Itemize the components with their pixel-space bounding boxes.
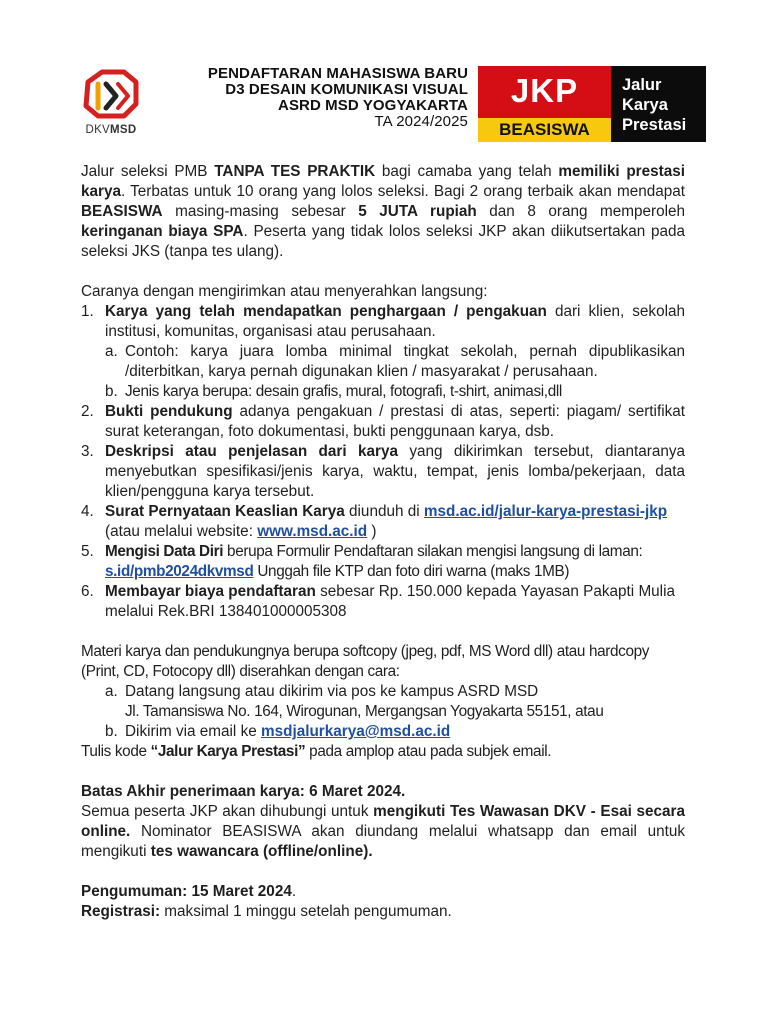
list-item-1: 1. Karya yang telah mendapatkan penghargaan / pengakuan dari klien, sekolah institusi, komunitas, organisasi atau perusahaan. xyxy=(81,303,685,340)
deadline-paragraph: Semua peserta JKP akan dihubungi untuk mengikuti Tes Wawasan DKV - Esai secara online. Nominator BEASISWA akan diundang melalui whatsapp dan email untuk mengikuti tes wawancara (offline/online). xyxy=(81,803,685,860)
registration-line: Registrasi: maksimal 1 minggu setelah pengumuman. xyxy=(81,903,452,920)
sub-item-1a: a. Contoh: karya juara lomba minimal tingkat sekolah, pernah dipublikasikan /diterbitkan, karya pernah digunakan klien / masyarakat / perusahaan. xyxy=(105,343,685,380)
dkv-msd-logo xyxy=(78,68,144,148)
website-link[interactable]: www.msd.ac.id xyxy=(257,523,368,540)
header xyxy=(0,0,768,150)
document-body xyxy=(81,162,685,922)
list-item-4: 4. Surat Pernyataan Keaslian Karya diunduh di msd.ac.id/jalur-karya-prestasi-jkp (atau melalui website: www.msd.ac.id ) xyxy=(81,503,668,540)
badge-jalur-karya-prestasi: Jalur Karya Prestasi xyxy=(622,76,687,134)
sub-item-1b: b. Jenis karya berupa: desain grafis, mural, fotografi, t-shirt, animasi,dll xyxy=(105,383,562,400)
list-item-5: 5. Mengisi Data Diri berupa Formulir Pendaftaran silakan mengisi langsung di laman: s.id/pmb2024dkvmsd Unggah file KTP dan foto diri warna (maks 1MB) xyxy=(81,543,643,580)
jkp-badge xyxy=(478,66,706,142)
list-item-3: 3. Deskripsi atau penjelasan dari karya yang dikirimkan tersebut, diantaranya menyebutkan spesifikasi/jenis karya, waktu, tempat, jenis lomba/pekerjaan, data klien/pengguna karya tersebut. xyxy=(81,443,685,500)
jkp-form-link[interactable]: msd.ac.id/jalur-karya-prestasi-jkp xyxy=(423,503,668,520)
deadline-heading: Batas Akhir penerimaan karya: 6 Maret 2024. xyxy=(81,783,406,800)
badge-beasiswa: BEASISWA xyxy=(499,120,590,139)
list-item-6: 6. Membayar biaya pendaftaran sebesar Rp. 150.000 kepada Yayasan Pakapti Mulia melalui Rek.BRI 138401000005308 xyxy=(81,583,675,620)
submission-item-b: b. Dikirim via email ke msdjalurkarya@msd.ac.id xyxy=(105,723,451,740)
title-line-1: PENDAFTARAN MAHASISWA BARU xyxy=(207,65,468,82)
registration-form-link[interactable]: s.id/pmb2024dkvmsd xyxy=(105,563,254,580)
document-title xyxy=(208,66,468,130)
logo-wordmark: DKVMSD xyxy=(85,124,137,136)
list-item-2: 2. Bukti pendukung adanya pengakuan / prestasi di atas, seperti: piagam/ sertifikat surat keterangan, foto dokumentasi, bukti penggunaan karya, dsb. xyxy=(81,403,686,440)
title-line-3: ASRD MSD YOGYAKARTA xyxy=(278,97,468,114)
title-line-4: TA 2024/2025 xyxy=(374,113,468,130)
steps-lead: Caranya dengan mengirimkan atau menyerahkan langsung: xyxy=(81,283,488,300)
badge-abbr: JKP xyxy=(510,72,579,109)
title-line-2: D3 DESAIN KOMUNIKASI VISUAL xyxy=(225,81,468,98)
intro-paragraph: Jalur seleksi PMB TANPA TES PRAKTIK bagi camaba yang telah memiliki prestasi karya. Terbatas untuk 10 orang yang lolos seleksi. Bagi 2 orang terbaik akan mendapat BEASISWA masing-masing sebesar 5 JUTA rupiah dan 8 orang memperoleh keringanan biaya SPA. Peserta yang tidak lolos seleksi JKP akan diikutsertakan pada seleksi JKS (tanpa tes ulang). xyxy=(81,163,686,260)
submission-lead: Materi karya dan pendukungnya berupa softcopy (jpeg, pdf, MS Word dll) atau hardcopy (Print, CD, Fotocopy dll) diserahkan dengan cara: xyxy=(81,643,650,680)
code-instruction: Tulis kode “Jalur Karya Prestasi” pada amplop atau pada subjek email. xyxy=(81,743,552,760)
announcement-line: Pengumuman: 15 Maret 2024. xyxy=(81,883,297,900)
logo-mark-icon xyxy=(78,68,144,124)
submission-item-a: a. Datang langsung atau dikirim via pos ke kampus ASRD MSD Jl. Tamansiswa No. 164, Wirogunan, Mergangsan Yogyakarta 55151, atau xyxy=(105,683,604,720)
email-link[interactable]: msdjalurkarya@msd.ac.id xyxy=(261,723,451,740)
